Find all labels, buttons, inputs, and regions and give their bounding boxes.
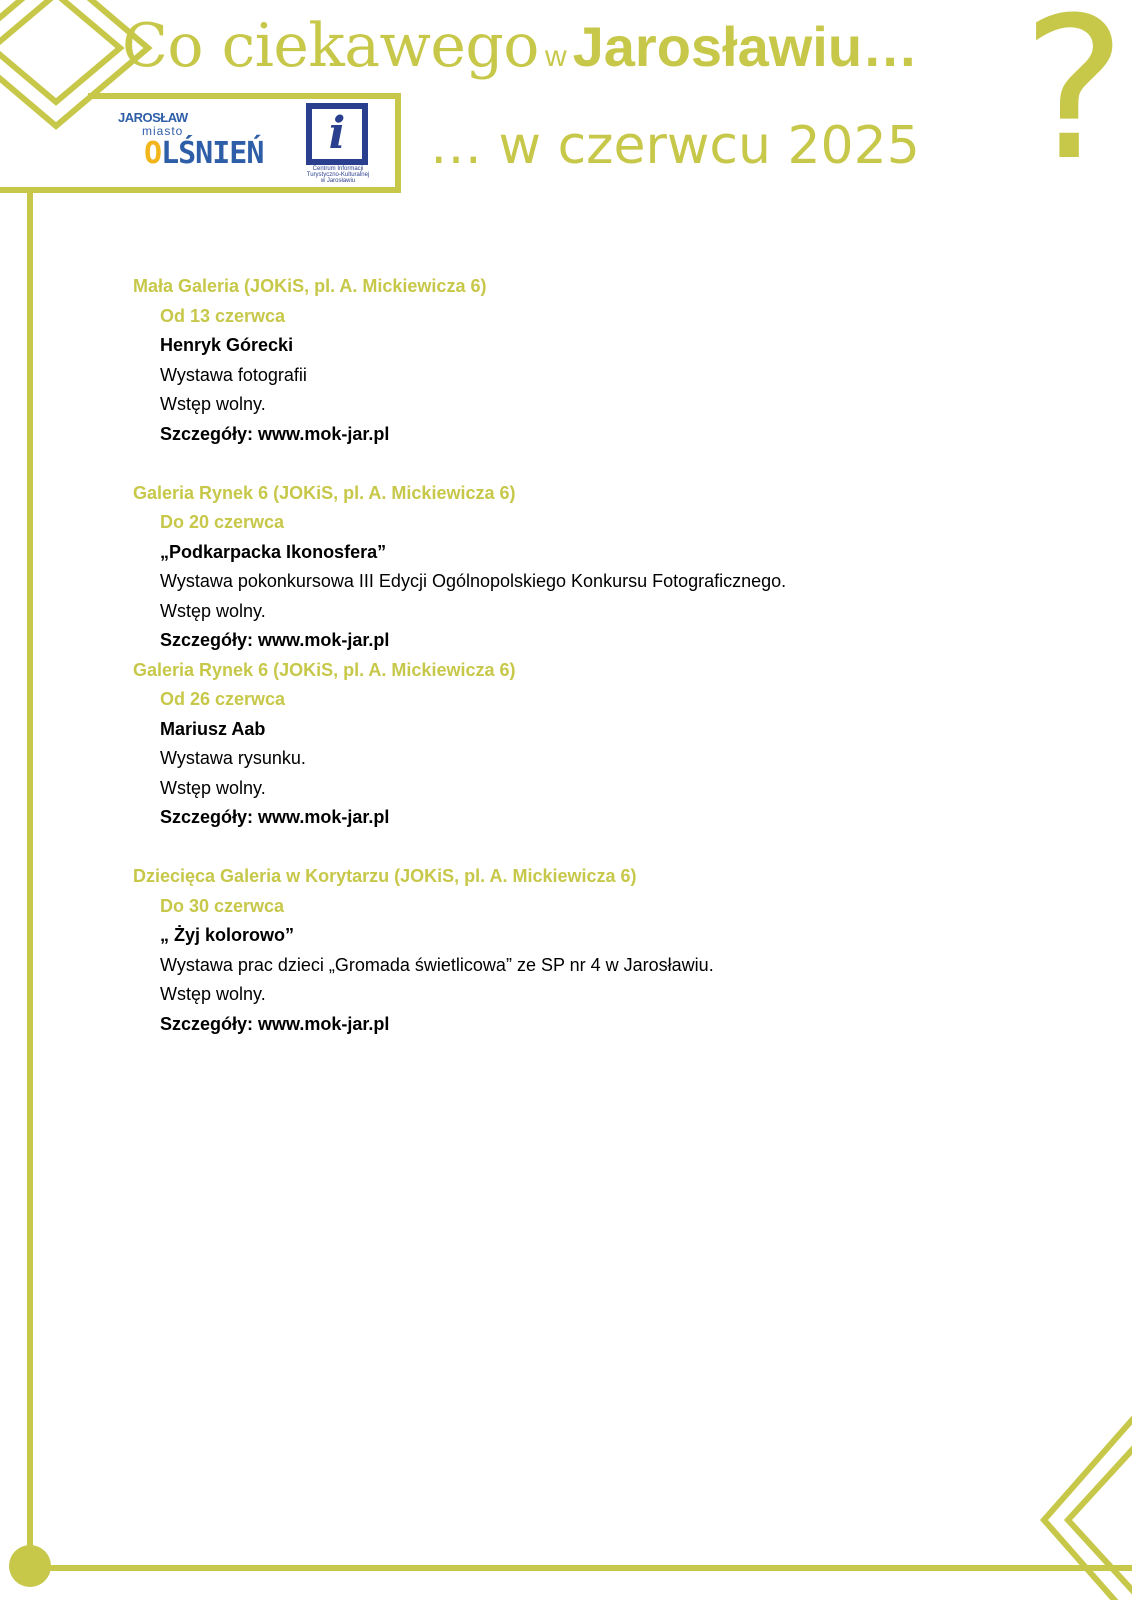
event-entry-info: Wstęp wolny. — [160, 777, 266, 798]
event-venue: Dziecięca Galeria w Korytarzu (JOKiS, pl. A. Mickiewicza 6) — [133, 866, 637, 886]
info-center-logo — [306, 103, 370, 184]
page-title — [122, 11, 919, 81]
event-entry — [133, 862, 1033, 1039]
event-entry-info: Wstęp wolny. — [160, 394, 266, 414]
events-list — [133, 272, 1033, 1039]
event-date: Do 30 czerwca — [160, 895, 285, 916]
event-details-link[interactable]: Szczegóły: www.mok-jar.pl — [160, 423, 390, 444]
event-entry — [133, 656, 1033, 833]
info-icon: i — [328, 108, 346, 159]
event-date: Do 20 czerwca — [160, 512, 285, 532]
event-description: Wystawa rysunku. — [160, 748, 306, 768]
event-entry — [133, 272, 1033, 449]
event-venue: Mała Galeria (JOKiS, pl. A. Mickiewicza 6) — [133, 276, 487, 296]
event-name: „Podkarpacka Ikonosfera” — [160, 541, 387, 562]
event-details-link[interactable]: Szczegóły: www.mok-jar.pl — [160, 1013, 390, 1034]
logo-line-2: miasto — [142, 124, 184, 138]
logo-line-1: JAROSŁAW — [118, 110, 188, 125]
event-entry-info: Wstęp wolny. — [160, 600, 266, 621]
title-part-1: Co ciekawego — [122, 11, 539, 81]
logo-line-3-rest: LŚNIEŃ — [161, 136, 264, 171]
logo-line-3 — [144, 136, 263, 171]
page-subtitle: … w czerwcu 2025 — [430, 116, 920, 176]
event-entry — [133, 479, 1033, 656]
question-mark-icon: ? — [1022, 0, 1127, 204]
event-description: Wystawa prac dzieci „Gromada świetlicowa” ze SP nr 4 w Jarosławiu. — [160, 954, 714, 975]
event-description: Wystawa pokonkursowa III Edycji Ogólnopolskiego Konkursu Fotograficznego. — [160, 571, 787, 591]
info-caption: Centrum Informacji Turystyczno-Kulturalnej w Jarosławiu — [306, 166, 370, 184]
event-description: Wystawa fotografii — [160, 364, 307, 385]
event-name: Mariusz Aab — [160, 718, 266, 739]
info-box — [306, 103, 368, 165]
event-date: Od 26 czerwca — [160, 689, 286, 709]
event-venue: Galeria Rynek 6 (JOKiS, pl. A. Mickiewicza 6) — [133, 482, 516, 503]
title-part-2: w — [544, 40, 567, 73]
event-venue: Galeria Rynek 6 (JOKiS, pl. A. Mickiewicza 6) — [133, 659, 516, 680]
event-details-link[interactable]: Szczegóły: www.mok-jar.pl — [160, 630, 390, 650]
logo-line-3-first: O — [144, 136, 162, 171]
bottom-left-circle — [9, 1545, 51, 1587]
event-entry-info: Wstęp wolny. — [160, 984, 266, 1004]
event-name: Henryk Górecki — [160, 335, 294, 355]
event-details-link[interactable]: Szczegóły: www.mok-jar.pl — [160, 807, 390, 827]
title-part-3: Jarosławiu… — [572, 15, 919, 78]
event-date: Od 13 czerwca — [160, 305, 286, 326]
jaroslaw-logo — [114, 106, 274, 176]
event-name: „ Żyj kolorowo” — [160, 925, 295, 945]
